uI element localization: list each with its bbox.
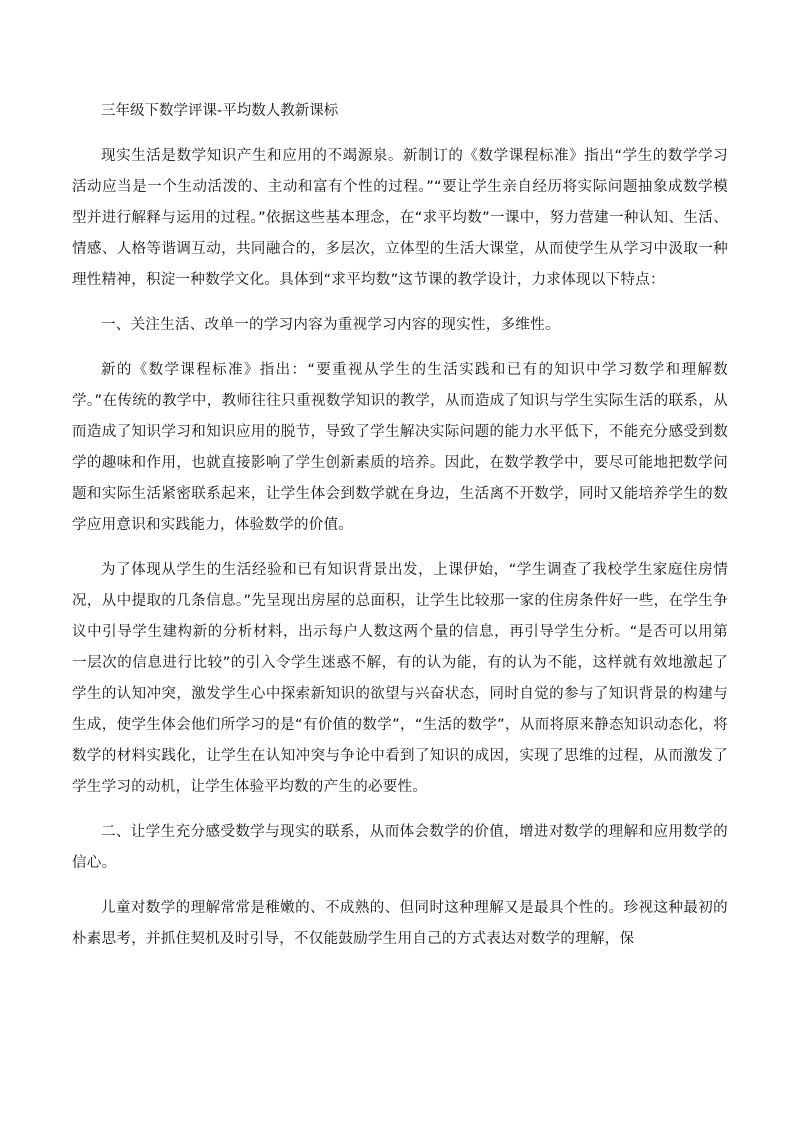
document-title: 三年级下数学评课-平均数人教新课标: [101, 103, 339, 119]
section-heading-2: 二、让学生充分感受数学与现实的联系，从而体会数学的价值，增进对数学的理解和应用数学的信心。: [72, 824, 728, 871]
section-heading-1: 一、关注生活、改单一的学习内容为重视学习内容的现实性，多维性。: [101, 317, 560, 333]
paragraph-curriculum-standard: 新的《数学课程标准》指出：“要重视从学生的生活实践和已有的知识中学习数学和理解数学。”在传统的教学中，教师往往只重视数学知识的教学，从而造成了知识与学生实际生活的联系，从而造成了知识学习和知识应用的脱节，导致了学生解决实际问题的能力水平低下，不能充分感受到数学的趣味和作用，也就直接影响了学生创新素质的培养。因此，在数学教学中，要尽可能地把数学问题和实际生活紧密联系起来，让学生体会到数学就在身边，生活离不开数学，同时又能培养学生的数学应用意识和实践能力，体验数学的价值。: [72, 362, 728, 533]
paragraph-child-understanding: 儿童对数学的理解常常是稚嫩的、不成熟的、但同时这种理解又是最具个性的。珍视这种最初的朴素思考，并抓住契机及时引导，不仅能鼓励学生用自己的方式表达对数学的理解，保: [72, 900, 728, 947]
paragraph-intro: 现实生活是数学知识产生和应用的不竭源泉。新制订的《数学课程标准》指出“学生的数学学习活动应当是一个生动活泼的、主动和富有个性的过程。”“要让学生亲自经历将实际问题抽象成数学模型并进行解释与运用的过程。”依据这些基本理念，在“求平均数”一课中，努力营建一种认知、生活、情感、人格等谐调互动，共同融合的，多层次，立体型的生活大课堂，从而使学生从学习中汲取一种理性精神，积淀一种数学文化。具体到“求平均数”这节课的教学设计，力求体现以下特点：: [72, 148, 728, 288]
document-body: [72, 96, 728, 969]
paragraph-housing-example: 为了体现从学生的生活经验和已有知识背景出发，上课伊始，“学生调查了我校学生家庭住房情况，从中提取的几条信息。”先呈现出房屋的总面积，让学生比较那一家的住房条件好一些，在学生争议中引导学生建构新的分析材料，出示每户人数这两个量的信息，再引导学生分析。“是否可以用第一层次的信息进行比较”的引入令学生迷惑不解，有的认为能，有的认为不能，这样就有效地激起了学生的认知冲突，激发学生心中探索新知识的欲望与兴奋状态，同时自觉的参与了知识背景的构建与生成，使学生体会他们所学习的是“有价值的数学”，“生活的数学”，从而将原来静态知识动态化，将数学的材料实践化，让学生在认知冲突与争论中看到了知识的成因，实现了思维的过程，从而激发了学生学习的动机，让学生体验平均数的产生的必要性。: [72, 562, 728, 795]
